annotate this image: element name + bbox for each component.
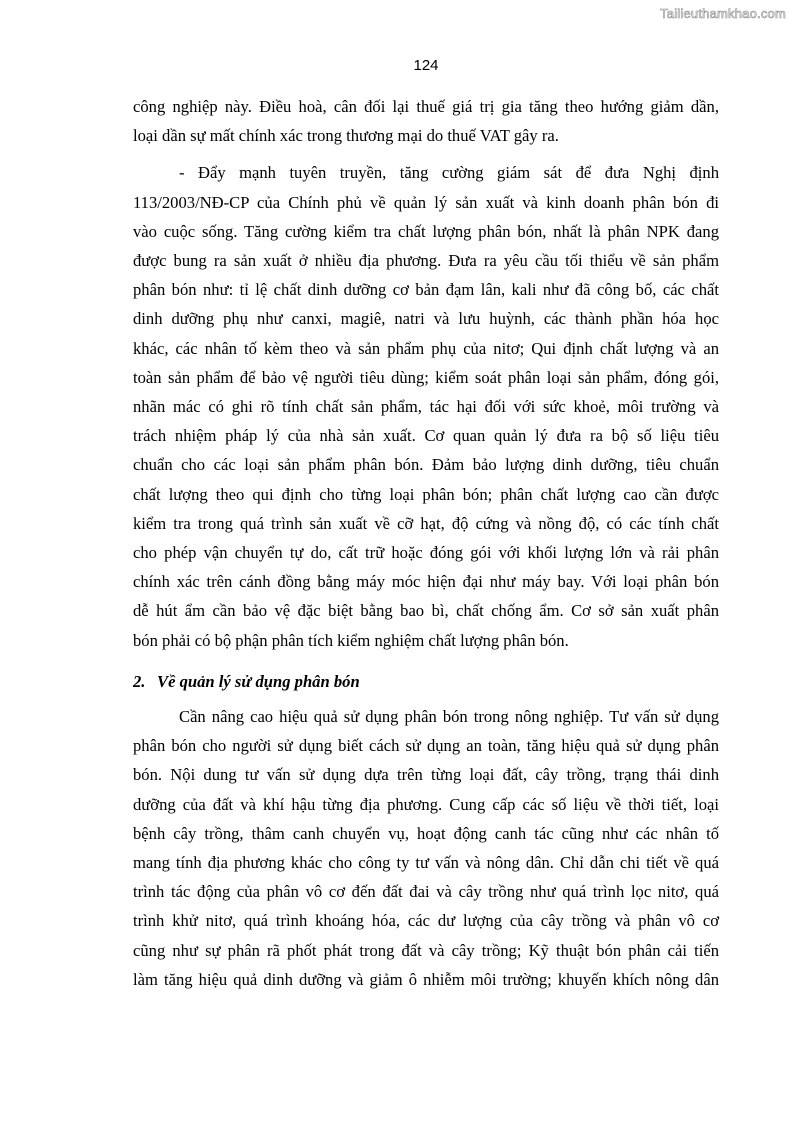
text-line: khác, các nhân tố kèm theo và sản phẩm phụ của nitơ; Qui định chất lượng và an [133, 338, 719, 358]
text-line: chuẩn cho các loại sản phẩm phân bón. Đảm bảo lượng dinh dưỡng, tiêu chuẩn [133, 455, 719, 475]
watermark: Tailieuthamkhao.com [660, 6, 786, 21]
text-line: trình khử nitơ, quá trình khoáng hóa, các dư lượng của cây trồng và phân vô cơ [133, 911, 719, 931]
text-line: bệnh cây trồng, thâm canh chuyển vụ, hoạt động canh tác cũng như các nhân tố [133, 823, 719, 843]
text-line: bón phải có bộ phận phân tích kiểm nghiệm chất lượng phân bón. [133, 630, 569, 650]
text-line: phân bón cho người sử dụng biết cách sử dụng an toàn, tăng hiệu quả sử dụng phân [133, 736, 719, 756]
section-number: 2. [133, 671, 146, 691]
text-line: được bung ra sản xuất ở nhiều địa phương. Đưa ra yêu cầu tối thiểu về sản phẩm [133, 251, 719, 271]
section-heading [133, 667, 719, 696]
text-line: cho phép vận chuyển tự do, cất trữ hoặc đóng gói với khối lượng lớn và rải phân [133, 543, 719, 563]
paragraph-2 [133, 158, 719, 654]
paragraph-3 [133, 702, 719, 994]
section-title: Về quản lý sử dụng phân bón [157, 671, 360, 691]
text-line: cũng như sự phân rã phốt phát trong đất và cây trồng; Kỹ thuật bón phân cải tiến [133, 940, 719, 960]
text-line: vào cuộc sống. Tăng cường kiểm tra chất lượng phân bón, nhất là phân NPK đang [133, 221, 719, 241]
text-line: dinh dưỡng phụ như canxi, magiê, natri và lưu huỳnh, các thành phần hóa học [133, 309, 719, 329]
page-number: 124 [413, 57, 439, 74]
text-line: công nghiệp này. Điều hoà, cân đối lại thuế giá trị gia tăng theo hướng giảm dần, [133, 97, 719, 116]
text-line: bón. Nội dung tư vấn sử dụng dựa trên từng loại đất, cây trồng, trạng thái dinh [133, 765, 719, 785]
text-line: Cần nâng cao hiệu quả sử dụng phân bón trong nông nghiệp. Tư vấn sử dụng [179, 707, 719, 727]
text-line: kiểm tra trong quá trình sản xuất về cỡ hạt, độ cứng và nồng độ, có các tính chất [133, 513, 719, 533]
text-line: - Đẩy mạnh tuyên truyền, tăng cường giám sát để đưa Nghị định [179, 163, 719, 183]
text-line: nhãn mác có ghi rõ tính chất sản phẩm, tác hại đối với sức khoẻ, môi trường và [133, 397, 719, 417]
text-line: dễ hút ẩm cần bảo vệ đặc biệt bằng bao bì, chất chống ẩm. Cơ sở sản xuất phân [133, 601, 719, 621]
text-line: loại dần sự mất chính xác trong thương mại do thuế VAT gây ra. [133, 126, 559, 146]
paragraph-1 [133, 92, 719, 150]
text-line: mang tính địa phương khác cho công ty tư vấn và nông dân. Chỉ dẫn chi tiết về quá [133, 853, 719, 873]
text-line: trách nhiệm pháp lý của nhà sản xuất. Cơ quan quản lý đưa ra bộ số liệu tiêu [133, 426, 719, 446]
text-line: toàn sản phẩm để bảo vệ người tiêu dùng; kiểm soát phân loại sản phẩm, đóng gói, [133, 367, 719, 387]
text-line: phân bón như: tỉ lệ chất dinh dưỡng cơ bản đạm lân, kali như đã công bố, các chất [133, 280, 719, 300]
text-line: chất lượng theo qui định cho từng loại phân bón; phân chất lượng cao cần được [133, 484, 719, 504]
text-line: 113/2003/NĐ-CP của Chính phủ về quản lý sản xuất và kinh doanh phân bón đi [133, 192, 719, 212]
text-line: chính xác trên cánh đồng bằng máy móc hiện đại như máy bay. Với loại phân bón [133, 572, 719, 592]
document-body [133, 92, 719, 994]
text-line: làm tăng hiệu quả dinh dưỡng và giảm ô nhiễm môi trường; khuyến khích nông dân [133, 969, 719, 989]
text-line: dưỡng của đất và khí hậu từng địa phương. Cung cấp các số liệu về thời tiết, loại [133, 794, 719, 814]
text-line: trình tác động của phân vô cơ đến đất đai và cây trồng như quá trình lọc nitơ, quá [133, 882, 719, 902]
